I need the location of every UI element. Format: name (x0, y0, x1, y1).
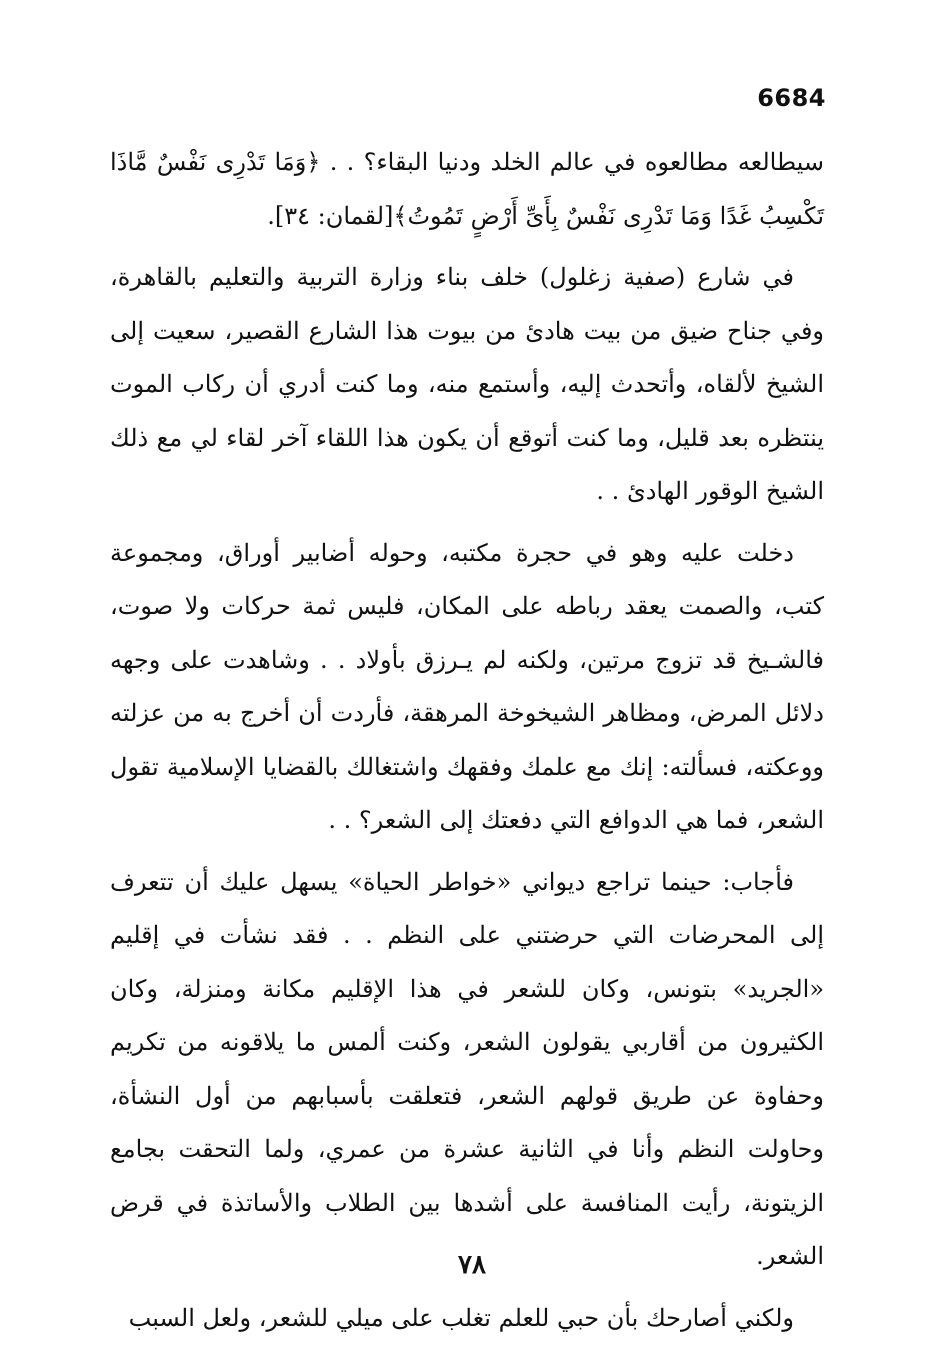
quran-verse: ﴿وَمَا تَدْرِى نَفْسٌ مَّاذَا تَكْسِبُ غَدًا وَمَا تَدْرِى نَفْسٌ بِأَىِّ أَرْضٍ تَمُوتُ﴾ (110, 148, 824, 230)
paragraph-intro-text: سيطالعه مطالعوه في عالم الخلد ودنيا البقاء؟ . . (320, 148, 824, 176)
page-number: ٧٨ (458, 1250, 486, 1280)
paragraph-street-visit: في شارع (صفية زغلول) خلف بناء وزارة التربية والتعليم بالقاهرة، وفي جناح ضيق من بيت هادئ من بيوت هذا الشارع القصير، سعيت إلى الشيخ لألقاه، وأتحدث إليه، وأستمع منه، وما كنت أدري أن ركاب الموت ينتظره بعد قليل، وما كنت أتوقع أن يكون هذا اللقاء آخر لقاء لي مع ذلك الشيخ الوقور الهادئ . . (110, 263, 824, 505)
document-id-label: 6684 (757, 84, 826, 112)
paragraph-study-room: دخلت عليه وهو في حجرة مكتبه، وحوله أضابير أوراق، ومجموعة كتب، والصمت يعقد رباطه على المكان، فليس ثمة حركات ولا صوت، فالشـيخ قد تزوج مرتين، ولكنه لم يـرزق بأولاد . . وشاهدت على وجهه دلائل المرض، ومظاهر الشيخوخة المرهقة، فأردت أن أخرج به من عزلته ووعكته، فسألته: إنك مع علمك وفقهك واشتغالك بالقضايا الإسلامية تقول الشعر، فما هي الدوافع التي دفعتك إلى الشعر؟ . . (110, 538, 824, 834)
paragraph-closing: ولكني أصارحك بأن حبي للعلم تغلب على ميلي للشعر، ولعل السبب (128, 1303, 794, 1332)
paragraph-answer: فأجاب: حينما تراجع ديواني «خواطر الحياة» يسهل عليك أن تتعرف إلى المحرضات التي حرضتني على النظم . . فقد نشأت في إقليم «الجريد» بتونس، وكان للشعر في هذا الإقليم مكانة ومنزلة، وكان الكثيرون من أقاربي يقولون الشعر، وكنت ألمس ما يلاقونه من تكريم وحفاوة عن طريق قولهم الشعر، فتعلقت بأسبابهم من أول النشأة، وحاولت النظم وأنا في الثانية عشرة من عمري، ولما التحقت بجامع الزيتونة، رأيت المنافسة على أشدها بين الطلاب والأساتذة في قرض الشعر. (110, 867, 824, 1270)
quran-citation: [لقمان: ٣٤]. (267, 201, 394, 230)
paragraph-quran-verse (110, 136, 824, 243)
page-body (110, 136, 824, 1345)
